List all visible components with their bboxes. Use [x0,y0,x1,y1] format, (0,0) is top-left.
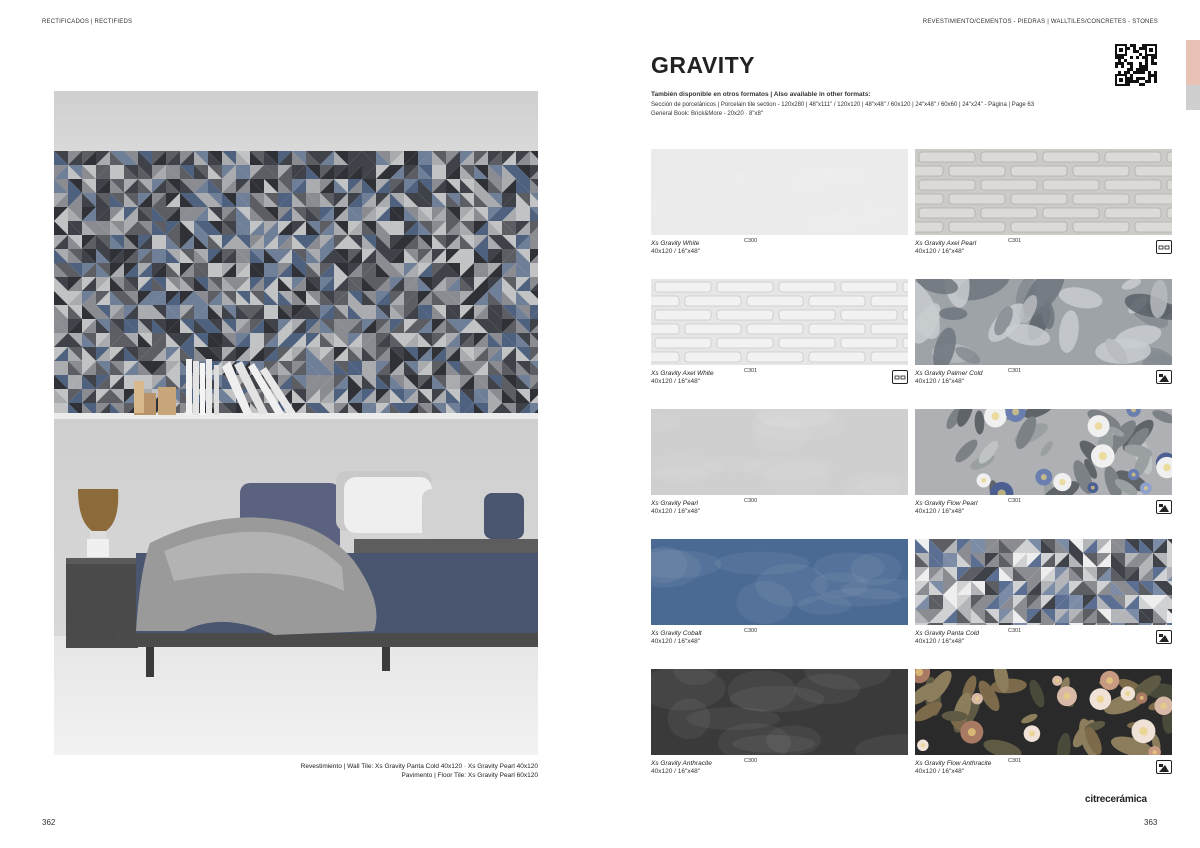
relief-icon [1156,240,1172,254]
tile-name: Xs Gravity White [651,240,700,247]
formats-heading: También disponible en otros formatos | Also available in other formats: [651,91,871,98]
tile-swatch [651,539,908,625]
room-caption-floortile: Pavimento | Floor Tile: Xs Gravity Pearl 60x120 [401,772,538,779]
brand-logo: citrecerámica [1085,794,1147,805]
tile-size: 40x120 / 16"x48" [651,768,701,775]
tile-card [651,149,908,255]
tile-code: C301 [744,368,758,374]
tile-card [651,669,908,775]
tile-swatch [915,149,1172,235]
decor-icon [1156,370,1172,384]
tile-size: 40x120 / 16"x48" [651,638,701,645]
room-furniture [54,91,538,755]
tile-size: 40x120 / 16"x48" [915,768,965,775]
tile-swatch [651,279,908,365]
tile-swatch-graphic [915,409,1172,495]
tile-card [915,149,1172,255]
tile-swatch [915,279,1172,365]
tile-code: C301 [1008,498,1022,504]
formats-info [651,90,1034,119]
decor-icon [1156,500,1172,514]
tile-name: Xs Gravity Cobalt [651,630,702,637]
tile-name: Xs Gravity Pearl [651,500,698,507]
tile-size: 40x120 / 16"x48" [915,378,965,385]
tile-swatch [651,149,908,235]
color-tab-pink [1186,40,1200,85]
decor-icon [1156,630,1172,644]
formats-general-book-line: General Book: Brick&More - 20x20 · 8"x8" [651,111,763,117]
tile-card [651,279,908,385]
tile-code: C301 [1008,758,1022,764]
tile-swatch-graphic [915,669,1172,755]
tile-name: Xs Gravity Flow Pearl [915,500,978,507]
tile-swatch-graphic [651,279,908,365]
tile-card [915,669,1172,775]
tile-name: Xs Gravity Anthracite [651,760,712,767]
tile-code: C300 [744,628,758,634]
bed [116,471,538,677]
tile-card [915,279,1172,385]
tile-card [651,409,908,515]
tile-swatch-graphic [915,539,1172,625]
tile-code: C301 [1008,238,1022,244]
tile-name: Xs Gravity Axel White [651,370,714,377]
tile-swatch-graphic [651,409,908,495]
tile-size: 40x120 / 16"x48" [915,638,965,645]
table-lamp [78,489,118,557]
tile-size: 40x120 / 16"x48" [651,248,701,255]
page-number-left: 362 [42,818,56,827]
room-caption [250,762,538,780]
header-section-label: RECTIFICADOS | RECTIFIEDS [42,19,133,25]
tile-name: Xs Gravity Flow Anthracite [915,760,992,767]
tile-card [915,409,1172,515]
tile-name: Xs Gravity Palmer Cold [915,370,983,377]
page-number-right: 363 [1144,818,1158,827]
books [134,359,296,415]
tile-size: 40x120 / 16"x48" [915,508,965,515]
tile-name: Xs Gravity Panta Cold [915,630,979,637]
tile-code: C300 [744,758,758,764]
tile-code: C301 [1008,628,1022,634]
formats-porcelain-line: Sección de porcelánicos | Porcelain tile section - 120x280 | 48"x111" / 120x120 | 48"x48" / 60x120 | 24"x48" / 60x60 | 24"x24" - Página | Page 63 [651,102,1035,108]
tile-swatch [915,669,1172,755]
tile-swatch [915,409,1172,495]
tile-swatch [651,669,908,755]
tile-card [915,539,1172,645]
tile-code: C300 [744,498,758,504]
tile-swatch-graphic [915,279,1172,365]
room-photo [54,91,538,755]
tile-swatch-graphic [915,149,1172,235]
tile-swatch-graphic [651,149,908,235]
tile-card [651,539,908,645]
relief-icon [892,370,908,384]
tile-swatch [651,409,908,495]
page-title: GRAVITY [651,52,756,78]
tile-code: C301 [1008,368,1022,374]
tile-size: 40x120 / 16"x48" [915,248,965,255]
tile-size: 40x120 / 16"x48" [651,508,701,515]
color-tab-grey [1186,85,1200,110]
tile-swatch-graphic [651,539,908,625]
tile-swatch [915,539,1172,625]
tile-swatch-graphic [651,669,908,755]
header-category-label: REVESTIMIENTO/CEMENTOS - PIEDRAS | WALLTILES/CONCRETES - STONES [922,19,1158,25]
tile-code: C300 [744,238,758,244]
tile-name: Xs Gravity Axel Pearl [915,240,977,247]
decor-icon [1156,760,1172,774]
room-caption-walltile: Revestimiento | Wall Tile: Xs Gravity Panta Cold 40x120 · Xs Gravity Pearl 40x120 [300,763,538,770]
tile-size: 40x120 / 16"x48" [651,378,701,385]
qr-code-icon[interactable] [1115,44,1157,86]
